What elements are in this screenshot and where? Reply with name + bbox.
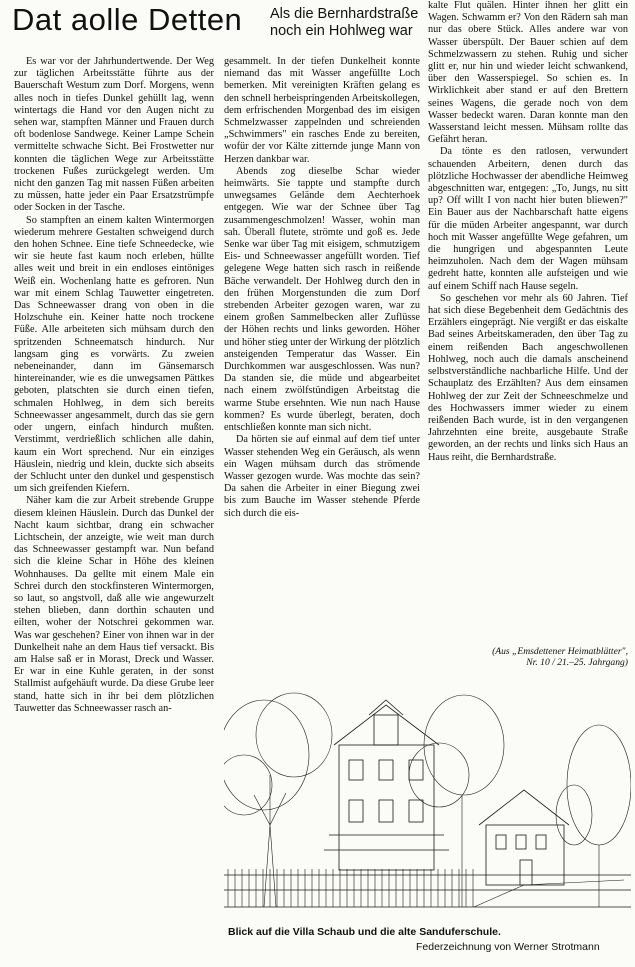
villa-schaub bbox=[324, 700, 449, 870]
pen-drawing-illustration bbox=[224, 675, 631, 923]
paragraph: So geschehen vor mehr als 60 Jahren. Tief hat sich diese Begebenheit dem Gedächtnis des Erzählers eingeprägt. Nie vergißt er das eiskalte Bad seines Arbeitskameraden, den über Tag zu einem reißenden Bach angeschwollenen Hohlweg, noch auch die damals anscheinend selbstverständliche nachbarliche Hilfe. Und der Schauplatz des Erzählten? Aus dem einsamen Hohlweg der zur Zeit der Schneeschmelze und des Hochwassers immer wieder zu einem reißenden Bach wurde, ist in den vergangenen Jahrzehnten eine breite, ausgebaute Straße geworden, an der rechts und links sich Haus an Haus reiht, die Bernhardstraße. bbox=[428, 292, 628, 463]
subtitle-line-1: Als die Bernhardstraße bbox=[270, 6, 419, 22]
source-line-1: (Aus „Emsdettener Heimatblätter", bbox=[492, 646, 628, 657]
alte-sanduferschule bbox=[479, 790, 569, 885]
figure-credit: Federzeichnung von Werner Strotmann bbox=[416, 941, 600, 953]
drawing-svg bbox=[224, 675, 631, 923]
text-column-1 bbox=[14, 56, 214, 715]
text-column-2 bbox=[224, 56, 420, 520]
text-column-3 bbox=[428, 0, 628, 464]
source-line-2: Nr. 10 / 21.–25. Jahrgang) bbox=[526, 657, 628, 668]
article-subtitle bbox=[270, 6, 418, 40]
paragraph: kalte Flut quälen. Hinter ihnen her glitt ein Wagen. Schwamm er? Von den Rädern sah man nur das obere Stück. Alles andere war von Wasser überspült. Der Bauer schien auf dem Schmelzwassern zu stehen. Ruhig und sicher glitt er, nur hin und wieder leicht schwankend, über den Wasserspiegel. So schien es. In Wirklichkeit aber stand er auf den Brettern seines Wagens, die gerade noch von dem Wasser bedeckt waren. Daran konnte man den Wasserstand leicht messen. Mühsam rollte das Gefährt heran. bbox=[428, 0, 628, 146]
paragraph: gesammelt. In der tiefen Dunkelheit konnte niemand das mit Wasser angefüllte Loch bemerken. Mit vereinigten Kräften gelang es den schnell herbeispringenden Arbeitskollegen, dem erfrischenden Morgenbad des im eisigen Schmelzwasser zappelnden und schreienden „Schwimmers" ein rasches Ende zu bereiten, wofür der vor Kälte zitternde junge Mann von Herzen dankbar war. bbox=[224, 56, 420, 165]
street-edge bbox=[474, 880, 624, 907]
subtitle-line-2: noch ein Hohlweg war bbox=[270, 23, 413, 39]
article-title: Dat aolle Detten bbox=[12, 2, 243, 37]
source-citation bbox=[428, 646, 628, 668]
paragraph: Es war vor der Jahrhundertwende. Der Weg zur täglichen Arbeitsstätte führte aus der Bauerschaft Westum zum Dorf. Morgens, wenn alles noch in tiefes Dunkel gehüllt lag, wenn wintertags die Hand vor den Augen nicht zu sehen war, stampften Männer und Frauen durch oft bodenlose Sandwege. Keiner Lampe Schein vermittelte schwache Sicht. Bei Frostwetter nur konnten die täglichen Wege zur Arbeitsstätte trockenen Fußes zurückgelegt werden. Um nicht den ganzen Tag mit nassen Füßen arbeiten zu müssen, hatte jeder ein Paar Ersatzstrümpfe oder Socken in der Tasche. bbox=[14, 56, 214, 214]
paragraph: Da tönte es den ratlosen, verwundert schauenden Arbeitern, denen durch das plötzliche Hochwasser der abendliche Heimweg abgeschnitten war, entgegen: „To, Jungs, nu sitt up? Off willt I von nacht hier buten bliewen?" Ein Bauer aus der Nachbarschaft hatte eigens für die müden Arbeiter angespannt, war durch hoch mit Wasser angefüllte Wege gefahren, um die hungrigen und abgespannten Leute heimzuholen. Nach dem der Wagen mühsam gedreht hatte, konnten alle aufsteigen und wie auf einem Schiff nach Hause segeln. bbox=[428, 146, 628, 292]
figure-caption: Blick auf die Villa Schaub und die alte Sanduferschule. bbox=[228, 926, 501, 938]
paragraph: So stampften an einem kalten Wintermorgen wiederum mehrere Gestalten schweigend durch den hohen Schnee. Eine tiefe Schneedecke, wie wir sie heute fast kaum noch erleben, hüllte alles weit und breit in ein endloses eintöniges Weiß ein. Wochenlang hatte es gefroren. Nun war mit einem Schlag Tauwetter eingetreten. Das Schneewasser drang von oben in die Holzschuhe ein. Keiner hatte noch trockene Füße. Alle arbeiteten sich mühsam durch den spritzenden Schneematsch hindurch. Nur langsam ging es vorwärts. Zu zweien nebeneinander, dann im Gänsemarsch hintereinander, wie es die unwegsamen Pättkes geboten, platschten sie durch einen tiefen, schmalen Hohlweg, in dem sich bereits Schneewasser angesammelt, durch das sie gern oder ungern, einfach hindurch mußten. Verstimmt, verdrießlich schlichen alle dahin, kaum ein Wort sprechend. Nur ein einziges Häuslein, niedrig und klein, duckte sich abseits der Schlucht unter den dunkel und gespenstisch um sich greifenden Kiefern. bbox=[14, 214, 214, 495]
tree-right bbox=[556, 725, 631, 907]
paragraph: Da hörten sie auf einmal auf dem tief unter Wasser stehenden Weg ein Geräusch, als wenn ein Wagen mühsam durch das strömende Wasser gezogen wurde. Was mochte das sein? Da sahen die Arbeiter in einer Biegung zwei bis zum Bauche im Wasser stehende Pferde sich durch die eis- bbox=[224, 434, 420, 519]
paragraph: Abends zog dieselbe Schar wieder heimwärts. Sie tappte und stampfte durch unwegsames Gelände dem Aechterhoek entgegen. Wie war der Schnee über Tag zusammengeschmolzen! Wasser, wohin man sah. Überall flutete, strömte und goß es. Jede Senke war über Tag mit eisigem, schmutzigem Eis- und Schneewasser angefüllt worden. Tief gelegene Wege hatten sich rasch in reißende Bäche verwandelt. Der Hohlweg durch den in den frühen Morgenstunden die zum Dorf strebenden Arbeiter gezogen waren, war zu einem großen Sammelbecken aller Zuflüsse der Höhen rechts und links geworden. Höher und höher stieg unter der Wirkung der plötzlich ansteigenden Temperatur das Wasser. Ein Durchkommen war ausgeschlossen. Was nun? Da standen sie, die müde und abgearbeitet nach einem zwölfstündigen Arbeitstag die warme Stube ersehnten. Wie nun nach Hause kommen? Es wurde überlegt, beraten, doch entschließen konnte man sich nicht. bbox=[224, 165, 420, 434]
paragraph: Näher kam die zur Arbeit strebende Gruppe diesem kleinen Häuslein. Durch das Dunkel der Nacht kaum sichtbar, drang ein schwacher Lichtschein, der anzeigte, wie weit man durch das Schneewasser gestampft war. Nun befand sich die kleine Schar in Höhe des kleinen Wohnhauses. Da gellte mit einem Male ein Schrei durch den stockfinsteren Wintermorgen, so laut, so angstvoll, daß alle wie angewurzelt stehen blieben, dann dorthin schauten und eilten, woher der Notschrei gekommen war. Was war geschehen? Einer von ihnen war in der Dunkelheit nahe an dem Haus tief versackt. Bis am Halse saß er in Morast, Dreck und Wasser. Er war in eine Kuhle geraten, in der sonst Stallmist aufgehäuft wurde. Da diese Grube leer stand, hatte sich in ihr bei dem plötzlichen Tauwetter das Schneewasser rasch an- bbox=[14, 495, 214, 714]
